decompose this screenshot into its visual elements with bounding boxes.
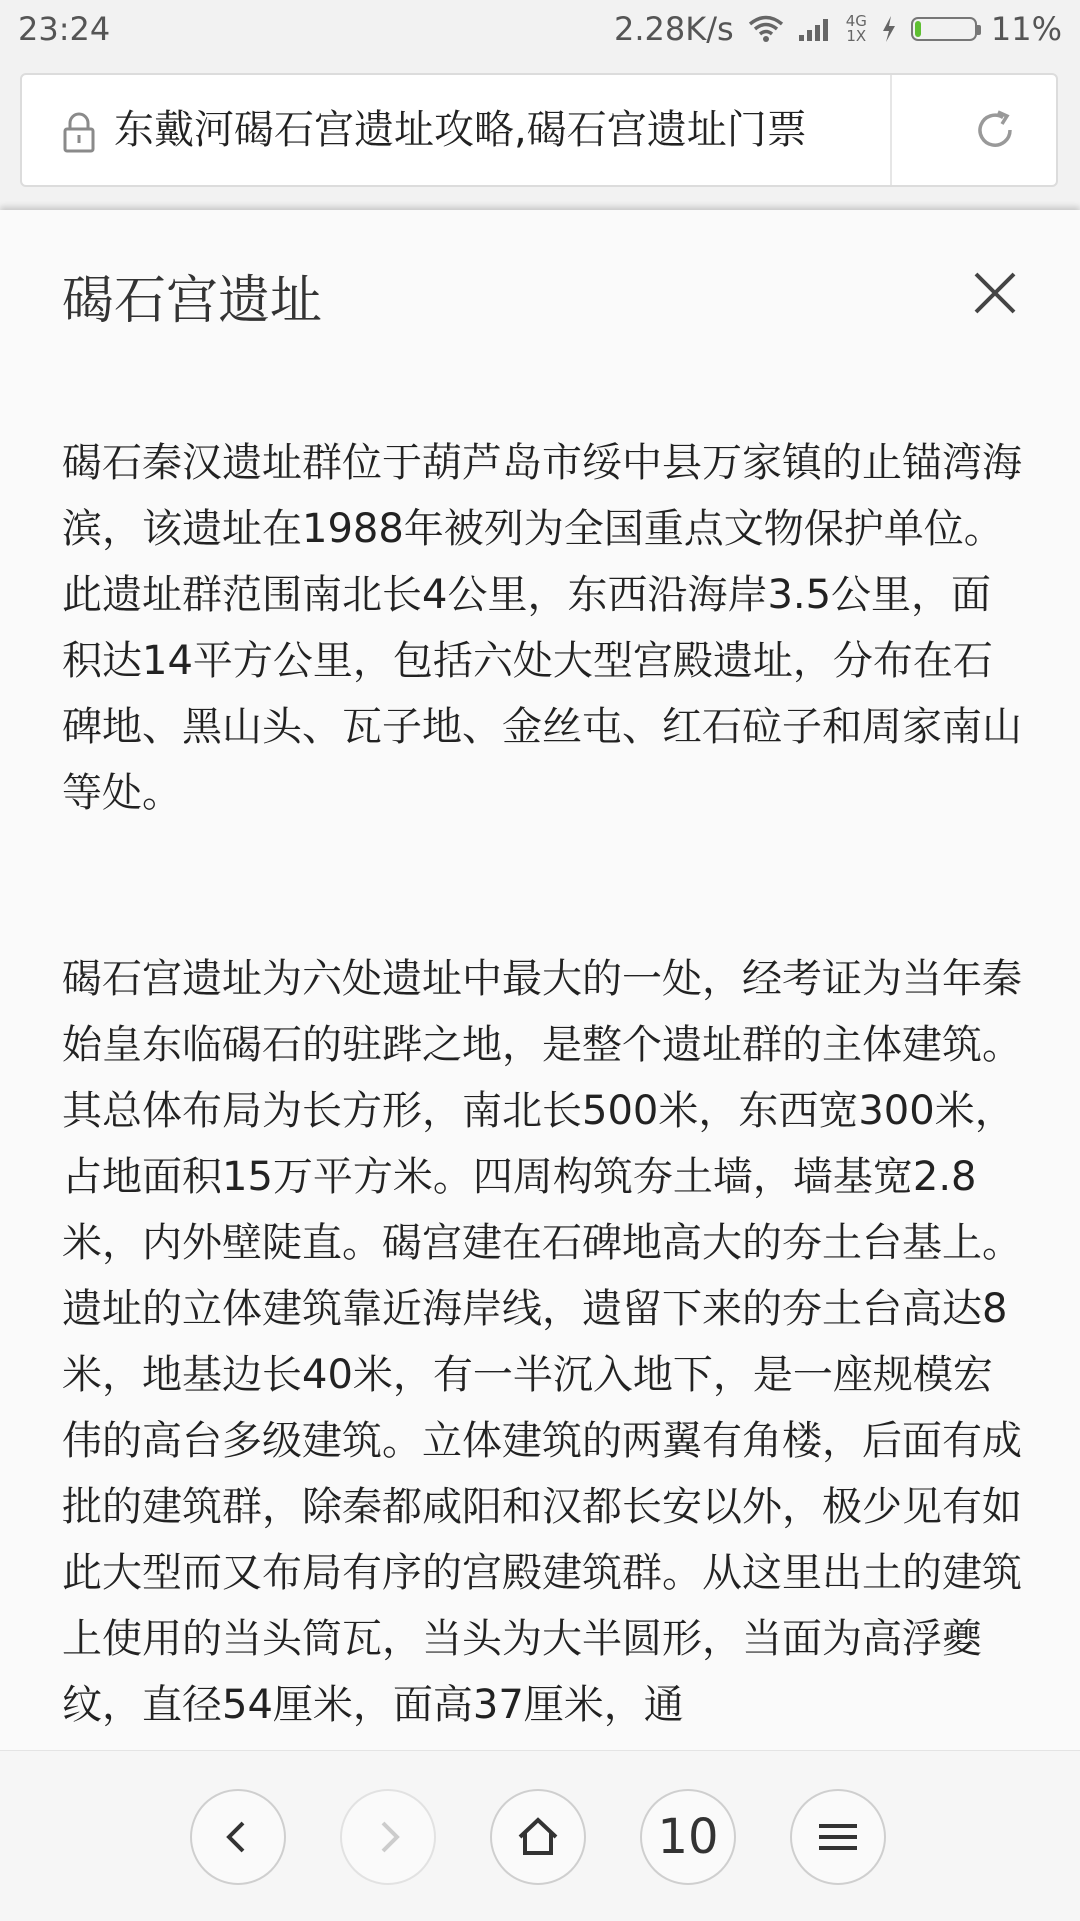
address-bar-divider (890, 75, 892, 185)
battery-fill (915, 21, 921, 37)
network-type-top: 4G (845, 12, 867, 30)
info-sheet (0, 210, 1080, 1750)
back-button[interactable] (190, 1789, 286, 1885)
status-bar (0, 0, 1080, 62)
tab-count: 10 (657, 1809, 719, 1865)
menu-button[interactable] (790, 1789, 886, 1885)
chevron-right-icon (368, 1817, 408, 1857)
tabs-button[interactable] (640, 1789, 736, 1885)
signal-icon (798, 15, 832, 43)
status-time: 23:24 (18, 10, 111, 48)
reload-icon[interactable] (972, 107, 1018, 153)
menu-icon (816, 1817, 860, 1857)
address-bar[interactable] (20, 73, 1058, 187)
battery-icon (911, 17, 977, 41)
close-icon[interactable] (972, 270, 1018, 316)
charging-icon (881, 15, 897, 43)
forward-button[interactable] (340, 1789, 436, 1885)
lock-icon (60, 111, 98, 153)
network-speed: 2.28K/s (614, 10, 734, 48)
home-button[interactable] (490, 1789, 586, 1885)
paragraph-1: 碣石秦汉遗址群位于葫芦岛市绥中县万家镇的止锚湾海滨，该遗址在1988年被列为全国重点文物保护单位。此遗址群范围南北长4公里，东西沿海岸3.5公里，面积达14平方公里，包括六处大型宫殿遗址，分布在石碑地、黑山头、瓦子地、金丝屯、红石砬子和周家南山等处。 (62, 440, 1022, 816)
sheet-content (62, 430, 1022, 1750)
network-type-bottom: 1X (846, 27, 867, 45)
wifi-icon (748, 15, 784, 43)
chevron-left-icon (218, 1817, 258, 1857)
paragraph-2: 碣石宫遗址为六处遗址中最大的一处，经考证为当年秦始皇东临碣石的驻跸之地，是整个遗址群的主体建筑。其总体布局为长方形，南北长500米，东西宽300米，占地面积15万平方米。四周构筑夯土墙，墙基宽2.8米，内外壁陡直。碣宫建在石碑地高大的夯土台基上。遗址的立体建筑靠近海岸线，遗留下来的夯土台高达8米，地基边长40米，有一半沉入地下，是一座规模宏伟的高台多级建筑。立体建筑的两翼有角楼，后面有成批的建筑群，除秦都咸阳和汉都长安以外，极少见有如此大型而又布局有序的宫殿建筑群。从这里出土的建筑上使用的当头筒瓦，当头为大半圆形，当面为高浮夔纹，直径54厘米，面高37厘米，通 (62, 956, 1022, 1728)
sheet-title: 碣石宫遗址 (62, 271, 323, 331)
home-icon (514, 1813, 562, 1861)
status-right (614, 10, 1062, 48)
battery-percent: 11% (990, 10, 1062, 48)
network-type (846, 14, 867, 44)
browser-toolbar (0, 1750, 1080, 1921)
url-text[interactable]: 东戴河碣石宫遗址攻略,碣石宫遗址门票 (114, 107, 807, 153)
